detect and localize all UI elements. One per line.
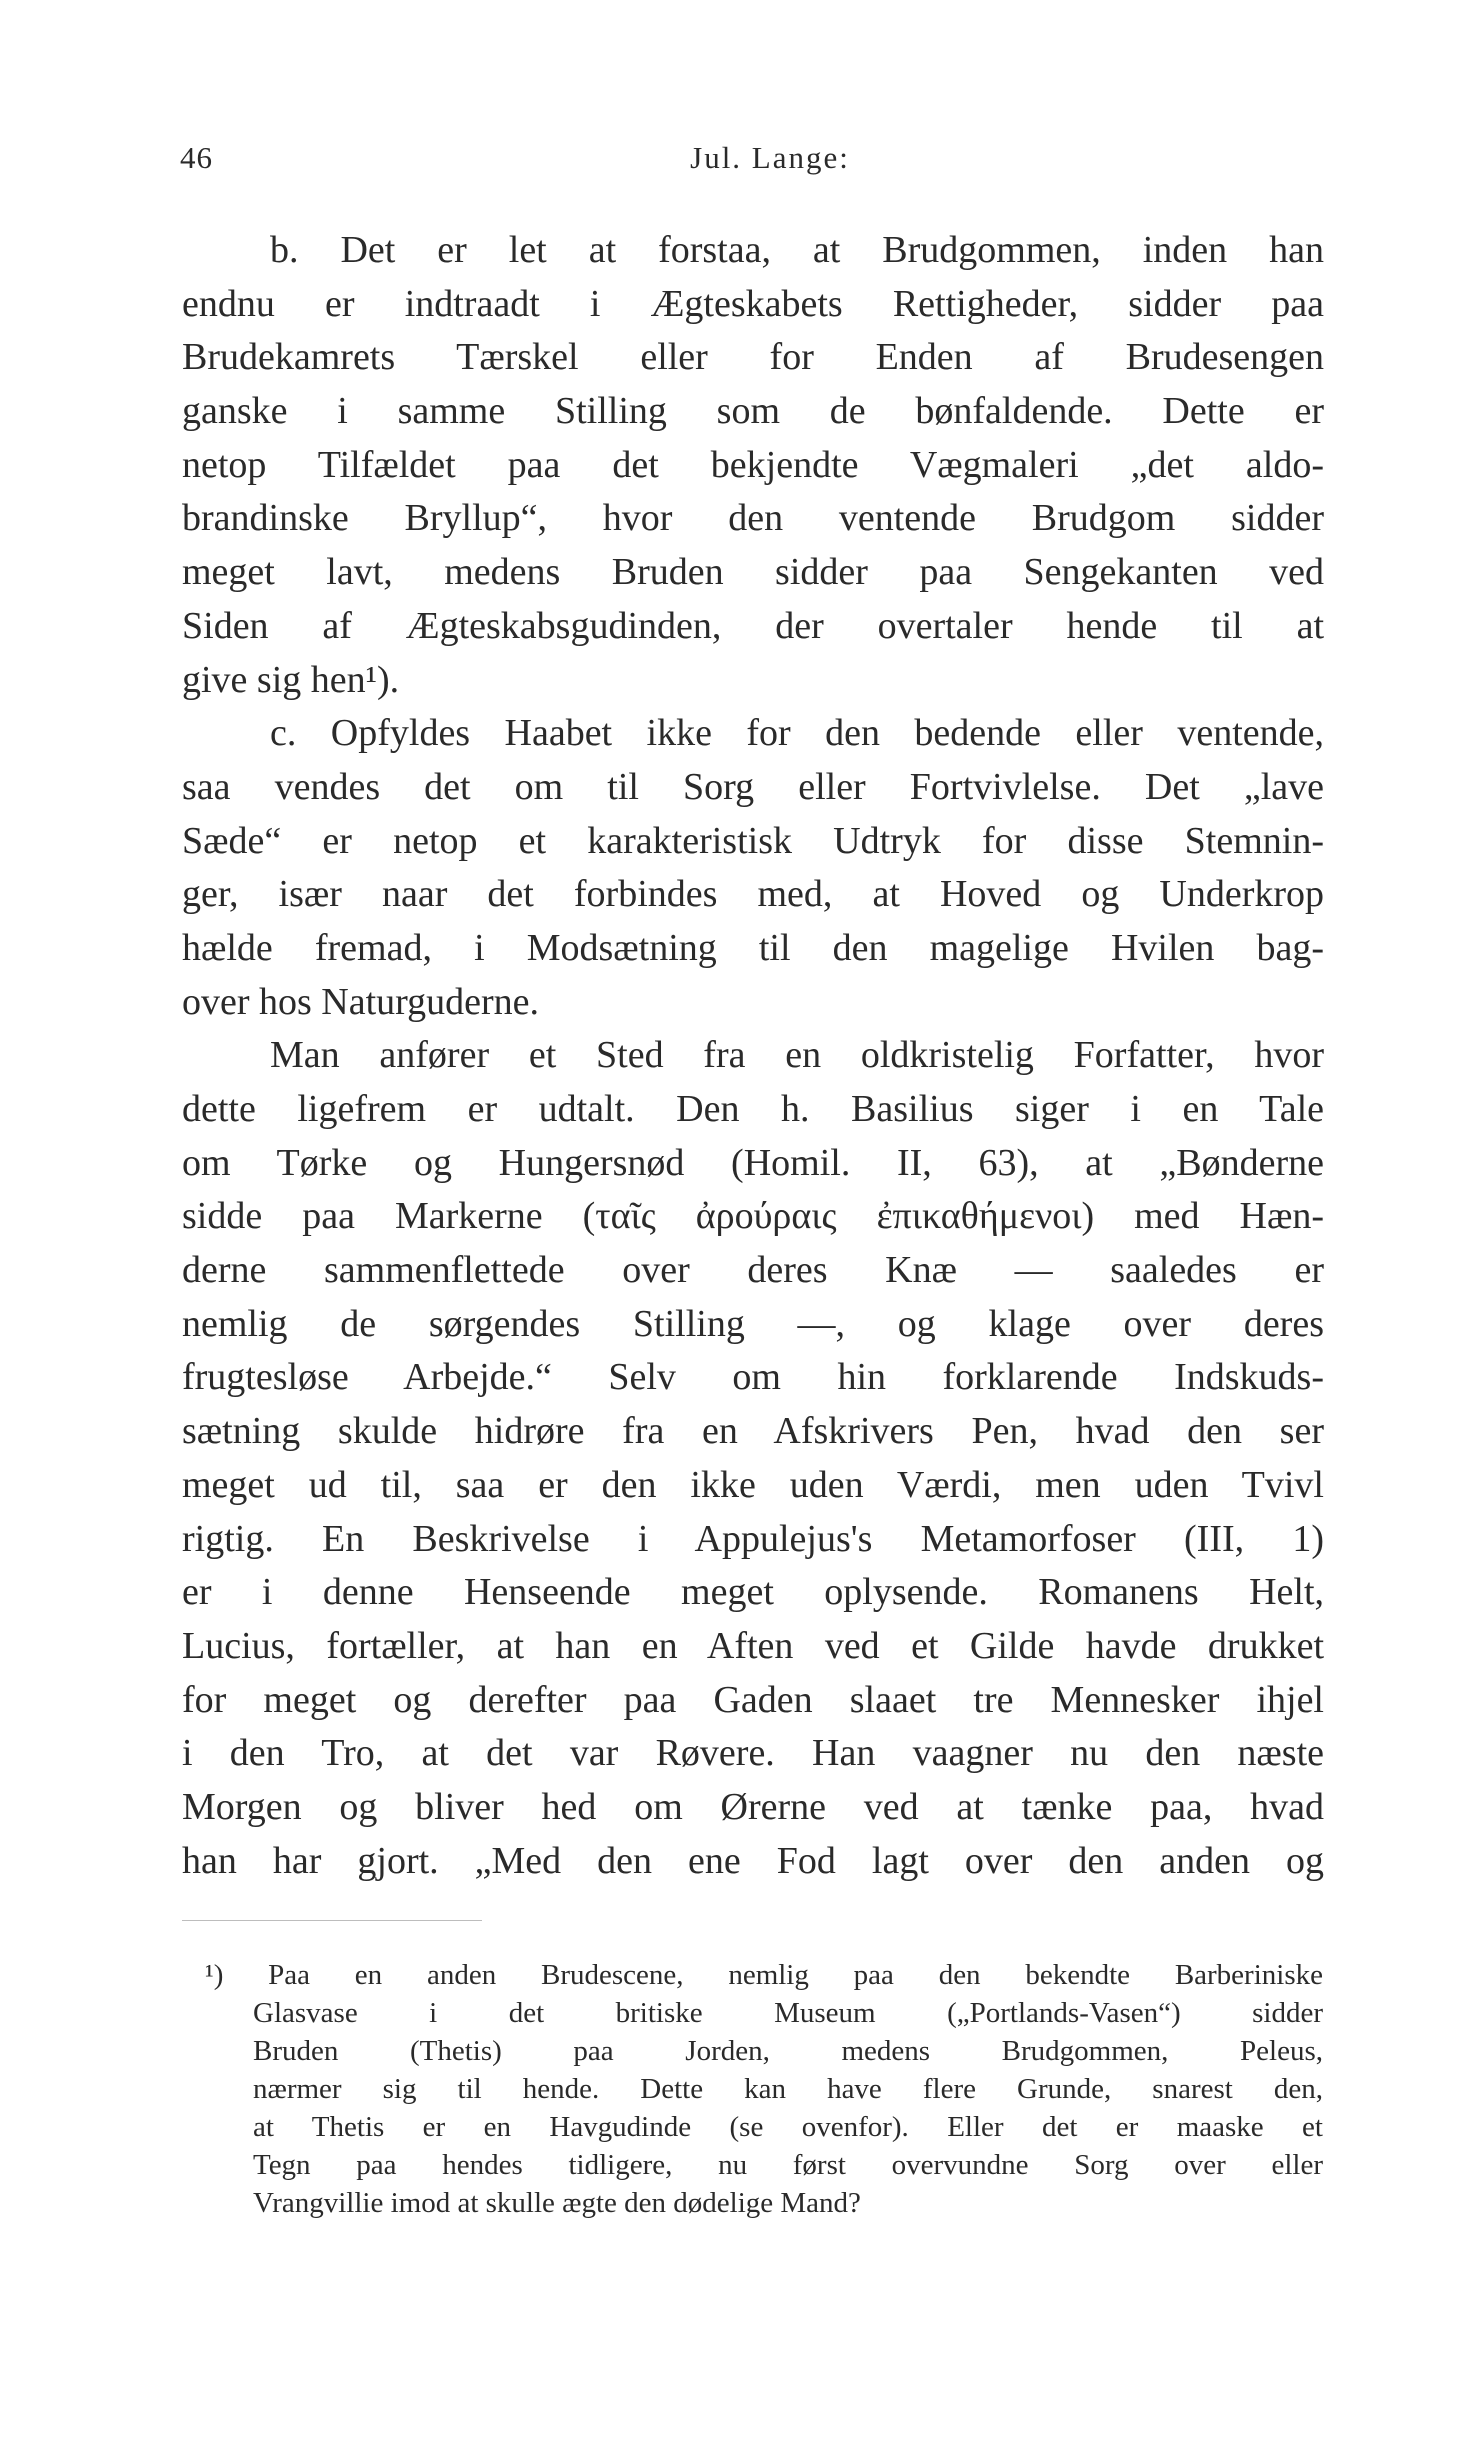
running-head: Jul. Lange: (690, 140, 850, 175)
text-line: ger, især naar det forbindes med, at Hoved og Underkrop (182, 873, 1324, 916)
text-line: sætning skulde hidrøre fra en Afskrivers Pen, hvad den ser (182, 1410, 1324, 1453)
footnote-divider (182, 1920, 482, 1921)
footnote-line: ¹) Paa en anden Brudescene, nemlig paa den bekendte Barberiniske (205, 1959, 1323, 1991)
text-line: endnu er indtraadt i Ægteskabets Rettigheder, sidder paa (182, 282, 1324, 325)
footnotes (205, 1956, 1323, 2222)
text-line: ganske i samme Stilling som de bønfaldende. Dette er (182, 390, 1324, 433)
page-header (180, 140, 1330, 190)
text-line: netop Tilfældet paa det bekjendte Vægmaleri „det aldo- (182, 443, 1324, 486)
footnote-line: Bruden (Thetis) paa Jorden, medens Brudgommen, Peleus, (253, 2035, 1323, 2067)
footnote-line: Tegn paa hendes tidligere, nu først overvundne Sorg over eller (253, 2149, 1323, 2181)
text-line: c. Opfyldes Haabet ikke for den bedende eller ventende, (270, 712, 1324, 755)
text-line: dette ligefrem er udtalt. Den h. Basilius siger i en Tale (182, 1088, 1324, 1130)
footnote-line: Vrangvillie imod at skulle ægte den dødelige Mand? (253, 2187, 861, 2219)
text-line: meget ud til, saa er den ikke uden Værdi, men uden Tvivl (182, 1463, 1324, 1506)
text-line: over hos Naturguderne. (182, 980, 540, 1023)
page-number: 46 (180, 140, 213, 175)
text-line: saa vendes det om til Sorg eller Fortvivlelse. Det „lave (182, 765, 1324, 808)
text-line: i den Tro, at det var Røvere. Han vaagner nu den næste (182, 1732, 1324, 1775)
text-line: om Tørke og Hungersnød (Homil. II, 63), at „Bønderne (182, 1141, 1324, 1184)
footnote-line: at Thetis er en Havgudinde (se ovenfor). Eller det er maaske et (253, 2111, 1323, 2143)
footnote-line: Glasvase i det britiske Museum („Portlands-Vasen“) sidder (253, 1997, 1323, 2029)
text-line: sidde paa Markerne (ταῖς ἀρούραις ἐπικαθήμενοι) med Hæn- (182, 1195, 1324, 1238)
text-line: er i denne Henseende meget oplysende. Romanens Helt, (182, 1571, 1324, 1614)
text-line: rigtig. En Beskrivelse i Appulejus's Metamorfoser (III, 1) (182, 1517, 1324, 1560)
text-line: Lucius, fortæller, at han en Aften ved et Gilde havde drukket (182, 1624, 1324, 1667)
footnote-line: nærmer sig til hende. Dette kan have flere Grunde, snarest den, (253, 2073, 1323, 2105)
text-line: Morgen og bliver hed om Ørerne ved at tænke paa, hvad (182, 1785, 1324, 1828)
text-line: Brudekamrets Tærskel eller for Enden af Brudesengen (182, 336, 1324, 379)
text-line: brandinske Bryllup“, hvor den ventende Brudgom sidder (182, 497, 1324, 540)
text-line: Sæde“ er netop et karakteristisk Udtryk for disse Stemnin- (182, 819, 1324, 862)
text-line: Man anfører et Sted fra en oldkristelig Forfatter, hvor (270, 1034, 1324, 1077)
text-line: Siden af Ægteskabsgudinden, der overtaler hende til at (182, 604, 1324, 647)
text-line: han har gjort. „Med den ene Fod lagt over den anden og (182, 1839, 1324, 1882)
text-line: for meget og derefter paa Gaden slaaet tre Mennesker ihjel (182, 1678, 1324, 1721)
text-line: b. Det er let at forstaa, at Brudgommen, inden han (270, 229, 1324, 271)
text-line: frugtesløse Arbejde.“ Selv om hin forklarende Indskuds- (182, 1356, 1324, 1399)
text-line: derne sammenflettede over deres Knæ — saaledes er (182, 1249, 1324, 1292)
text-line: nemlig de sørgendes Stilling —, og klage over deres (182, 1302, 1324, 1345)
text-line: give sig hen¹). (182, 658, 400, 701)
text-line: meget lavt, medens Bruden sidder paa Sengekanten ved (182, 551, 1324, 594)
main-text (182, 224, 1324, 1888)
text-line: hælde fremad, i Modsætning til den magelige Hvilen bag- (182, 926, 1324, 969)
